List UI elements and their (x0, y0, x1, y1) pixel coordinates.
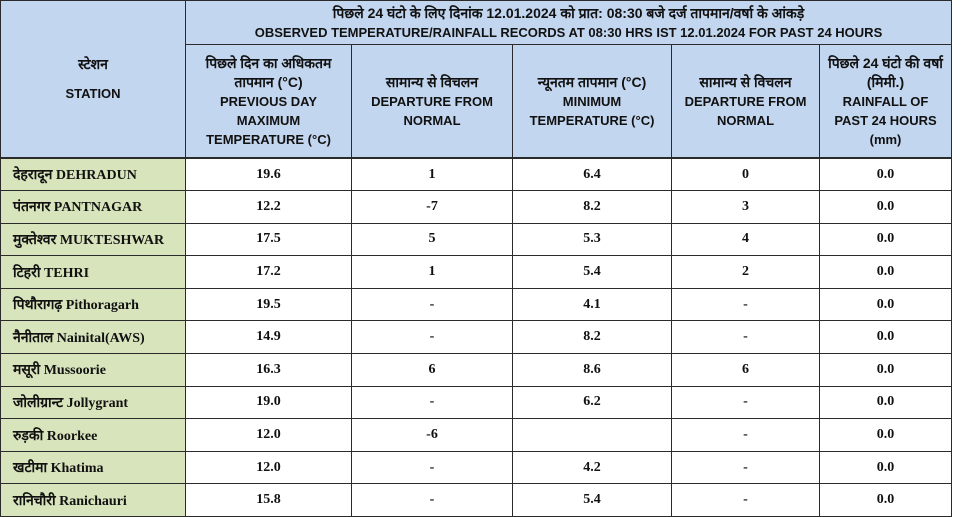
min-temp-cell: 4.1 (513, 288, 672, 321)
min-departure-cell: - (672, 321, 820, 354)
min-departure-cell: - (672, 419, 820, 452)
max-temp-column-header (186, 45, 352, 159)
rainfall-cell: 0.0 (820, 256, 952, 289)
table-row (1, 158, 952, 191)
max-temp-cell: 12.0 (186, 419, 352, 452)
min-temp-column-header (513, 45, 672, 159)
rainfall-cell: 0.0 (820, 484, 952, 517)
min-departure-column-header (672, 45, 820, 159)
rainfall-header-english: RAINFALL OF PAST 24 HOURS (mm) (834, 93, 937, 147)
max-temp-cell: 17.2 (186, 256, 352, 289)
max-temp-cell: 19.0 (186, 386, 352, 419)
min-temp-cell (513, 419, 672, 452)
max-departure-cell: - (352, 288, 513, 321)
station-name: नैनीताल Nainital(AWS) (1, 321, 186, 354)
min-temp-header-hindi: न्यूनतम तापमान (°C) (537, 73, 647, 90)
rainfall-cell: 0.0 (820, 354, 952, 387)
station-name: टिहरी TEHRI (1, 256, 186, 289)
table-row (1, 419, 952, 452)
station-header-english: STATION (65, 86, 121, 101)
station-name: मुक्तेश्वर MUKTESHWAR (1, 223, 186, 256)
min-departure-cell: 4 (672, 223, 820, 256)
table-row (1, 354, 952, 387)
min-temp-cell: 5.4 (513, 256, 672, 289)
station-header-hindi: स्टेशन (78, 56, 108, 72)
min-temp-cell: 8.2 (513, 321, 672, 354)
max-departure-cell: - (352, 484, 513, 517)
max-departure-header-english: DEPARTURE FROM NORMAL (371, 93, 493, 128)
max-departure-cell: 5 (352, 223, 513, 256)
min-departure-header-hindi: सामान्य से विचलन (699, 73, 792, 90)
max-departure-cell: - (352, 451, 513, 484)
table-row (1, 451, 952, 484)
max-departure-cell: -6 (352, 419, 513, 452)
max-departure-cell: 1 (352, 256, 513, 289)
max-temp-cell: 15.8 (186, 484, 352, 517)
min-temp-cell: 5.3 (513, 223, 672, 256)
rainfall-header-hindi: पिछले 24 घंटो की वर्षा (मिमी.) (828, 54, 943, 90)
rainfall-cell: 0.0 (820, 451, 952, 484)
max-temp-cell: 19.6 (186, 158, 352, 191)
min-departure-cell: - (672, 288, 820, 321)
station-name: रुड़की Roorkee (1, 419, 186, 452)
table-row (1, 321, 952, 354)
min-departure-cell: - (672, 484, 820, 517)
station-name: जोलीग्रान्ट Jollygrant (1, 386, 186, 419)
max-temp-header-english: PREVIOUS DAY MAXIMUM TEMPERATURE (°C) (206, 93, 331, 147)
station-name: मसूरी Mussoorie (1, 354, 186, 387)
rainfall-cell: 0.0 (820, 321, 952, 354)
max-temp-cell: 19.5 (186, 288, 352, 321)
table-row (1, 223, 952, 256)
rainfall-cell: 0.0 (820, 386, 952, 419)
max-temp-cell: 17.5 (186, 223, 352, 256)
max-temp-cell: 12.0 (186, 451, 352, 484)
min-departure-cell: - (672, 451, 820, 484)
table-row (1, 191, 952, 224)
min-temp-cell: 5.4 (513, 484, 672, 517)
min-temp-cell: 8.2 (513, 191, 672, 224)
station-name: पंतनगर PANTNAGAR (1, 191, 186, 224)
table-row (1, 288, 952, 321)
report-title-hindi: पिछले 24 घंटो के लिए दिनांक 12.01.2024 को प्रात: 08:30 बजे दर्ज तापमान/वर्षा के आंकड़े (332, 4, 805, 21)
max-departure-cell: - (352, 386, 513, 419)
min-temp-header-english: MINIMUM TEMPERATURE (°C) (529, 93, 655, 128)
rainfall-column-header (820, 45, 952, 159)
title-row (1, 1, 952, 45)
report-title-english: OBSERVED TEMPERATURE/RAINFALL RECORDS AT 08:30 HRS IST 12.01.2024 FOR PAST 24 HOURS (254, 24, 883, 40)
max-departure-cell: -7 (352, 191, 513, 224)
station-name: देहरादून DEHRADUN (1, 158, 186, 191)
max-temp-cell: 14.9 (186, 321, 352, 354)
min-temp-cell: 6.2 (513, 386, 672, 419)
min-temp-cell: 8.6 (513, 354, 672, 387)
rainfall-cell: 0.0 (820, 288, 952, 321)
table-row (1, 484, 952, 517)
max-departure-column-header (352, 45, 513, 159)
report-title (186, 1, 952, 45)
station-name: रानिचौरी Ranichauri (1, 484, 186, 517)
min-departure-cell: 6 (672, 354, 820, 387)
max-departure-header-hindi: सामान्य से विचलन (385, 73, 479, 90)
rainfall-cell: 0.0 (820, 158, 952, 191)
table-row (1, 386, 952, 419)
max-departure-cell: 1 (352, 158, 513, 191)
max-departure-cell: 6 (352, 354, 513, 387)
rainfall-cell: 0.0 (820, 419, 952, 452)
min-departure-cell: 2 (672, 256, 820, 289)
min-temp-cell: 4.2 (513, 451, 672, 484)
min-temp-cell: 6.4 (513, 158, 672, 191)
max-departure-cell: - (352, 321, 513, 354)
min-departure-header-english: DEPARTURE FROM NORMAL (684, 93, 807, 128)
station-name: खटीमा Khatima (1, 451, 186, 484)
min-departure-cell: 0 (672, 158, 820, 191)
max-temp-header-hindi: पिछले दिन का अधिकतम तापमान (°C) (205, 54, 332, 90)
station-name: पिथौरागढ़ Pithoragarh (1, 288, 186, 321)
max-temp-cell: 12.2 (186, 191, 352, 224)
rainfall-cell: 0.0 (820, 223, 952, 256)
min-departure-cell: - (672, 386, 820, 419)
max-temp-cell: 16.3 (186, 354, 352, 387)
min-departure-cell: 3 (672, 191, 820, 224)
station-column-header (1, 1, 186, 159)
table-row (1, 256, 952, 289)
rainfall-cell: 0.0 (820, 191, 952, 224)
